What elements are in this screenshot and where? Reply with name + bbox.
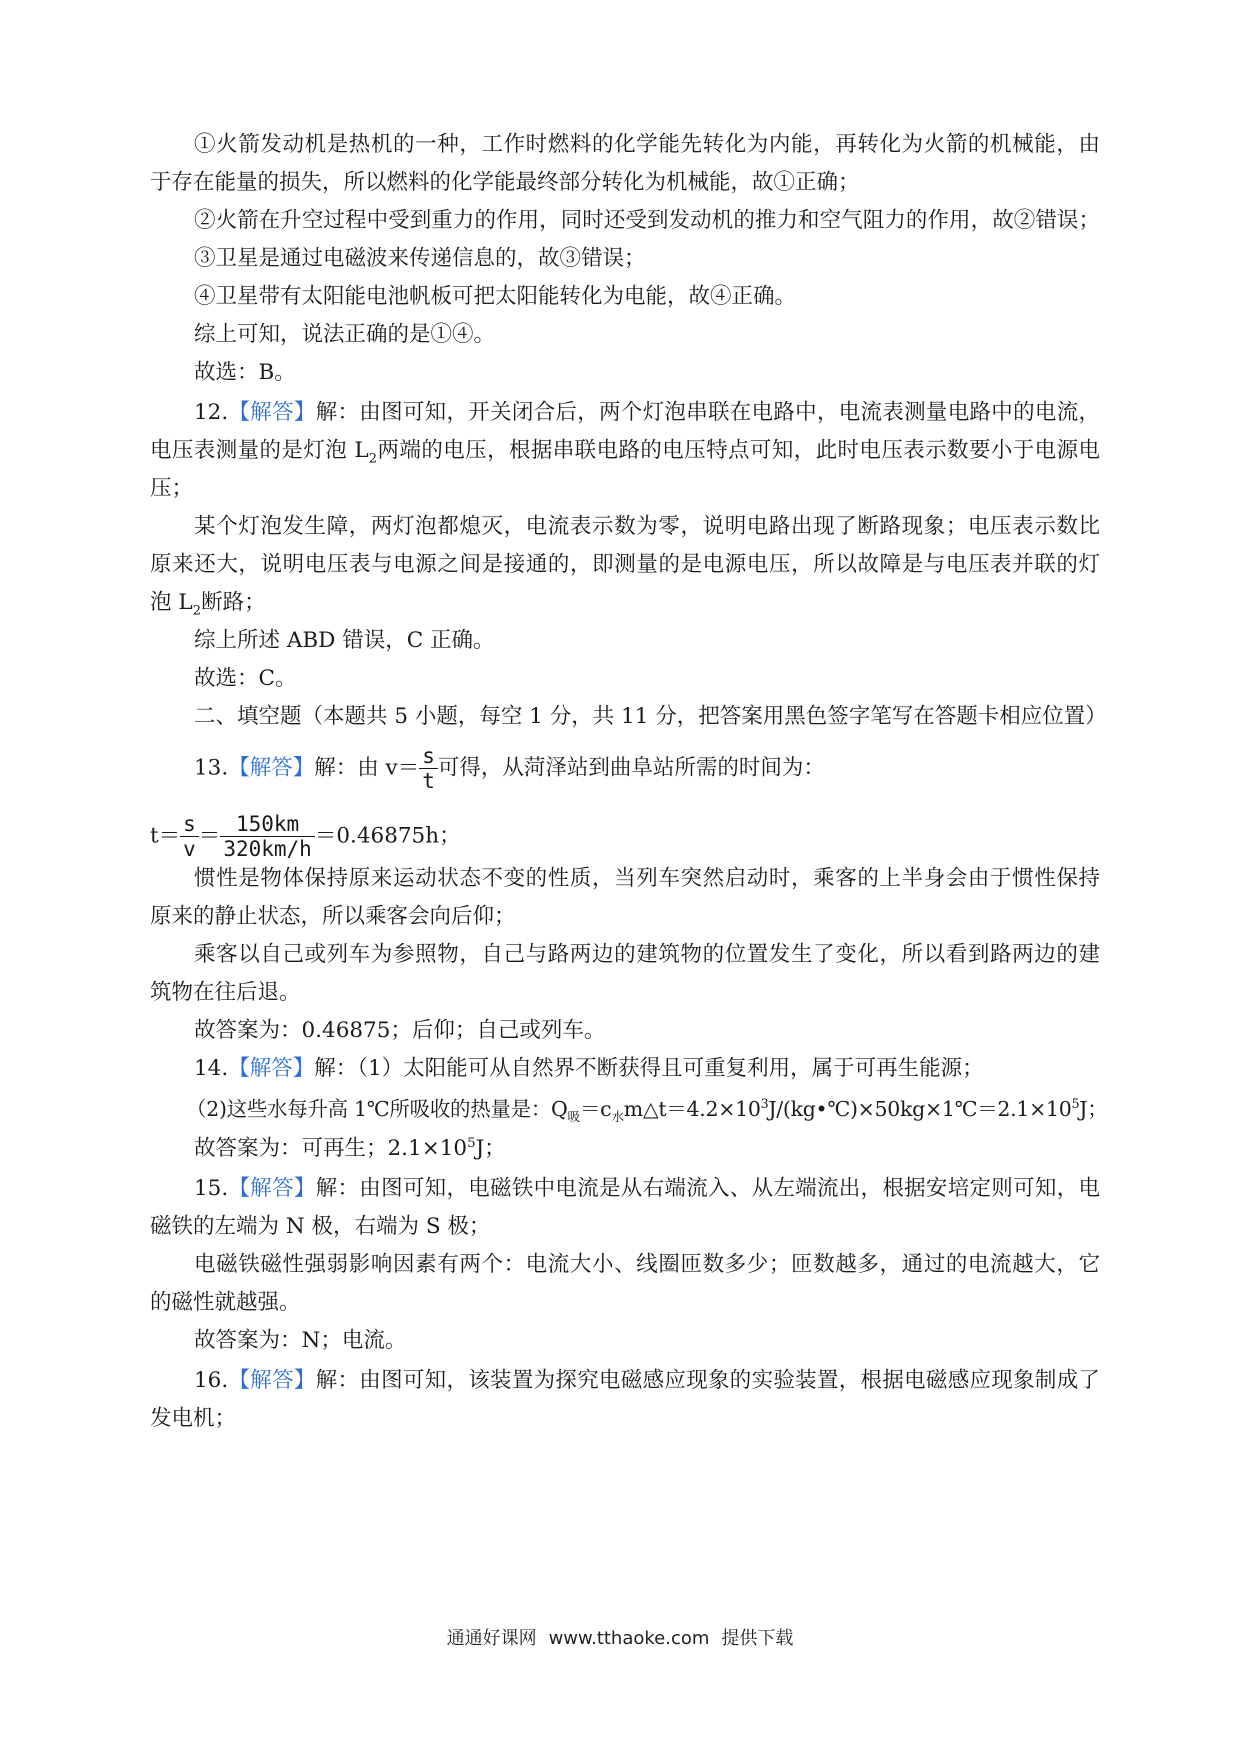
question-number: 13. bbox=[194, 755, 229, 781]
answer-16-line bbox=[194, 1366, 1100, 1396]
answer-tag: 【解答】 bbox=[228, 1056, 315, 1081]
text-line: 某个灯泡发生障，两灯泡都熄灭，电流表示数为零，说明电路出现了断路现象；电压表示数比 bbox=[194, 514, 1100, 539]
text-line: 综上所述 ABD 错误，C 正确。 bbox=[194, 628, 495, 653]
text-line: 压； bbox=[150, 476, 194, 501]
text-line bbox=[150, 436, 1100, 466]
text-line bbox=[194, 1134, 1100, 1164]
text-line: ③卫星是通过电磁波来传递信息的，故③错误； bbox=[194, 246, 646, 271]
subscript: 水 bbox=[611, 1109, 624, 1125]
superscript: 5 bbox=[1071, 1096, 1080, 1112]
text-segment: ＝c bbox=[579, 1097, 612, 1121]
text-segment: ＝0.46875h； bbox=[314, 823, 461, 849]
subscript: 2 bbox=[368, 451, 378, 467]
text-line: 故答案为：N；电流。 bbox=[194, 1328, 407, 1353]
text-line: 惯性是物体保持原来运动状态不变的性质，当列车突然启动时，乘客的上半身会由于惯性保持 bbox=[194, 866, 1100, 891]
text-line: 原来的静止状态，所以乘客会向后仰； bbox=[150, 904, 516, 929]
fraction-denominator: 320km/h bbox=[223, 837, 312, 861]
question-number: 14. bbox=[194, 1056, 229, 1081]
fraction-numerator: s bbox=[419, 744, 438, 769]
answer-tag: 【解答】 bbox=[228, 1368, 316, 1393]
text-segment: 两端的电压，根据串联电路的电压特点可知，此时电压表示数要小于电源电 bbox=[377, 438, 1100, 463]
text-line: 磁铁的左端为 N 极，右端为 S 极； bbox=[150, 1214, 491, 1239]
text-line bbox=[150, 588, 1100, 618]
text-line: 故答案为：0.46875；后仰；自己或列车。 bbox=[194, 1018, 606, 1043]
fraction bbox=[220, 812, 315, 861]
text-segment: J； bbox=[1079, 1097, 1108, 1121]
text-segment: ＝ bbox=[198, 823, 221, 849]
text-segment: 电压表测量的是灯泡 L bbox=[150, 438, 369, 463]
fraction-denominator: v bbox=[183, 837, 196, 861]
text-line: 故选：C。 bbox=[194, 666, 297, 691]
document-page bbox=[150, 0, 1108, 1754]
fraction-denominator: t bbox=[422, 769, 435, 793]
text-line: 发电机； bbox=[150, 1406, 237, 1431]
text-segment: 解：由 v＝ bbox=[314, 755, 420, 781]
fraction bbox=[180, 812, 199, 861]
text-line: 原来还大，说明电压表与电源之间是接通的，即测量的是电源电压，所以故障是与电压表并联的灯 bbox=[150, 552, 1100, 577]
fraction-numerator: 150km bbox=[220, 812, 315, 837]
subscript: 吸 bbox=[567, 1109, 580, 1125]
question-number: 16. bbox=[194, 1368, 229, 1393]
text-segment: J； bbox=[475, 1136, 506, 1161]
superscript: 3 bbox=[760, 1096, 769, 1112]
text-line: ①火箭发动机是热机的一种，工作时燃料的化学能先转化为内能，再转化为火箭的机械能，由 bbox=[194, 132, 1100, 157]
text-segment: 断路； bbox=[201, 590, 266, 615]
text-line: 电磁铁磁性强弱影响因素有两个：电流大小、线圈匝数多少；匝数越多，通过的电流越大，它 bbox=[194, 1252, 1100, 1277]
formula-line bbox=[186, 1094, 1108, 1125]
text-segment: 可得，从菏泽站到曲阜站所需的时间为： bbox=[437, 755, 825, 781]
text-segment: t＝ bbox=[150, 823, 181, 849]
answer-tag: 【解答】 bbox=[228, 755, 315, 781]
footer-site-name: 通通好课网 bbox=[446, 1628, 537, 1649]
footer-note: 提供下载 bbox=[721, 1628, 794, 1649]
question-number: 12. bbox=[194, 400, 229, 425]
text-segment: m△t＝4.2×10 bbox=[623, 1097, 761, 1121]
fraction-numerator: s bbox=[180, 812, 199, 837]
answer-13-line bbox=[194, 744, 1100, 793]
answer-tag: 【解答】 bbox=[228, 1176, 316, 1201]
text-line: 筑物在往后退。 bbox=[150, 980, 301, 1005]
page-footer bbox=[0, 1624, 1240, 1650]
formula-line bbox=[150, 812, 1100, 861]
text-line: ②火箭在升空过程中受到重力的作用，同时还受到发动机的推力和空气阻力的作用，故②错误； bbox=[194, 208, 1100, 233]
answer-15-line bbox=[194, 1174, 1100, 1204]
text-segment: J/(kg•℃)×50kg×1℃＝2.1×10 bbox=[768, 1097, 1072, 1121]
answer-14-line bbox=[194, 1054, 1100, 1084]
answer-text: 解：（1）太阳能可从自然界不断获得且可重复利用，属于可再生能源； bbox=[314, 1056, 984, 1081]
answer-12-line bbox=[194, 398, 1100, 428]
text-segment: （2)这些水每升高 1℃所吸收的热量是：Q bbox=[186, 1097, 568, 1121]
answer-text: 解：由图可知，开关闭合后，两个灯泡串联在电路中，电流表测量电路中的电流， bbox=[315, 400, 1100, 425]
superscript: 5 bbox=[467, 1135, 476, 1151]
footer-url[interactable]: www.tthaoke.com bbox=[548, 1628, 710, 1649]
section-heading: 二、填空题（本题共 5 小题，每空 1 分，共 11 分，把答案用黑色签字笔写在答题卡相应位置） bbox=[194, 704, 1107, 729]
text-line: 的磁性就越强。 bbox=[150, 1290, 301, 1315]
text-line: 故选：B。 bbox=[194, 360, 296, 385]
answer-text: 解：由图可知，该装置为探究电磁感应现象的实验装置，根据电磁感应现象制成了 bbox=[315, 1368, 1100, 1393]
answer-text: 解：由图可知，电磁铁中电流是从右端流入、从左端流出，根据安培定则可知，电 bbox=[315, 1176, 1100, 1201]
text-segment: 故答案为：可再生；2.1×10 bbox=[194, 1136, 468, 1161]
subscript: 2 bbox=[192, 603, 202, 619]
text-line: 综上可知，说法正确的是①④。 bbox=[194, 322, 496, 347]
question-number: 15. bbox=[194, 1176, 229, 1201]
fraction bbox=[419, 744, 438, 793]
text-line: ④卫星带有太阳能电池帆板可把太阳能转化为电能，故④正确。 bbox=[194, 284, 797, 309]
answer-tag: 【解答】 bbox=[228, 400, 316, 425]
text-line: 乘客以自己或列车为参照物，自己与路两边的建筑物的位置发生了变化，所以看到路两边的建 bbox=[194, 942, 1100, 967]
text-line: 于存在能量的损失，所以燃料的化学能最终部分转化为机械能，故①正确； bbox=[150, 170, 860, 195]
text-segment: 泡 L bbox=[150, 590, 193, 615]
